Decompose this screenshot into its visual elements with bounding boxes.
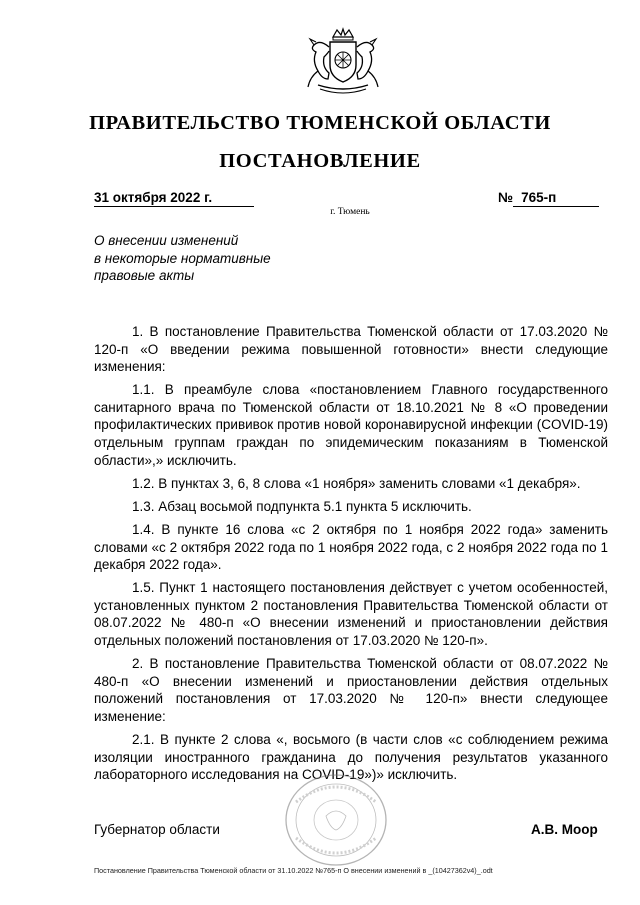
document-subject: [94, 232, 271, 285]
document-city: г. Тюмень: [330, 207, 370, 217]
number-sign: №: [498, 190, 514, 205]
paragraph: 1.5. Пункт 1 настоящего постановления действует с учетом особенностей, установленных пунктом 2 постановления Правительства Тюменской области от 08.07.2022 № 480-п «О внесении изменений и приостановлении действия отдельных положений постановления от 17.03.2020 № 120-п».: [94, 580, 608, 648]
document-date: 31 октября 2022 г.: [94, 190, 254, 207]
signatory-role: Губернатор области: [94, 822, 220, 837]
subject-line: правовые акты: [94, 268, 195, 283]
paragraph: 1.2. В пунктах 3, 6, 8 слова «1 ноября» заменить словами «1 декабря».: [132, 475, 581, 491]
number-value: 765-п: [513, 190, 599, 207]
document-number: [498, 190, 599, 207]
document-type: ПОСТАНОВЛЕНИЕ: [219, 150, 421, 172]
signatory-name: А.В. Моор: [531, 822, 598, 837]
paragraph: 2. В постановление Правительства Тюменской области от 08.07.2022 № 480-п «О внесении изменений и приостановлении действия отдельных положений постановления от 17.03.2020 № 120-п» внести следующее изменение:: [94, 656, 608, 724]
subject-line: О внесении изменений: [94, 233, 239, 248]
paragraph: 2.1. В пункте 2 слова «, восьмого (в части слов «с соблюдением режима изоляции иностранного гражданина до получения результатов указанного лабораторного исследования на COVID-19»)» исключить.: [94, 731, 608, 783]
official-seal-icon: [282, 772, 390, 868]
file-footer: Постановление Правительства Тюменской области от 31.10.2022 №765-п О внесении изменений в _(10427362v4)_.odt: [94, 866, 493, 875]
subject-line: в некоторые нормативные: [94, 250, 271, 266]
paragraph: 1. В постановление Правительства Тюменской области от 17.03.2020 № 120-п «О введении режима повышенной готовности» внести следующие изменения:: [94, 324, 608, 375]
paragraph: 1.3. Абзац восьмой подпункта 5.1 пункта 5 исключить.: [132, 498, 472, 514]
paragraph: 1.1. В преамбуле слова «постановлением Главного государственного санитарного врача по Тюменской области от 18.10.2021 № 8 «О проведении профилактических прививок против новой коронавирусной инфекции (COVID-19) отдельным группам граждан по эпидемическим показаниям в Тюменской области»,» исключить.: [94, 382, 608, 468]
document-body: [94, 323, 608, 789]
tyumen-coat-of-arms-icon: [300, 27, 386, 97]
government-title: ПРАВИТЕЛЬСТВО ТЮМЕНСКОЙ ОБЛАСТИ: [89, 112, 551, 134]
paragraph: 1.4. В пункте 16 слова «с 2 октября по 1 ноября 2022 года» заменить словами «с 2 октября 2022 года по 1 ноября 2022 года, с 2 ноября 2022 года по 1 декабря 2022 года».: [94, 521, 608, 573]
